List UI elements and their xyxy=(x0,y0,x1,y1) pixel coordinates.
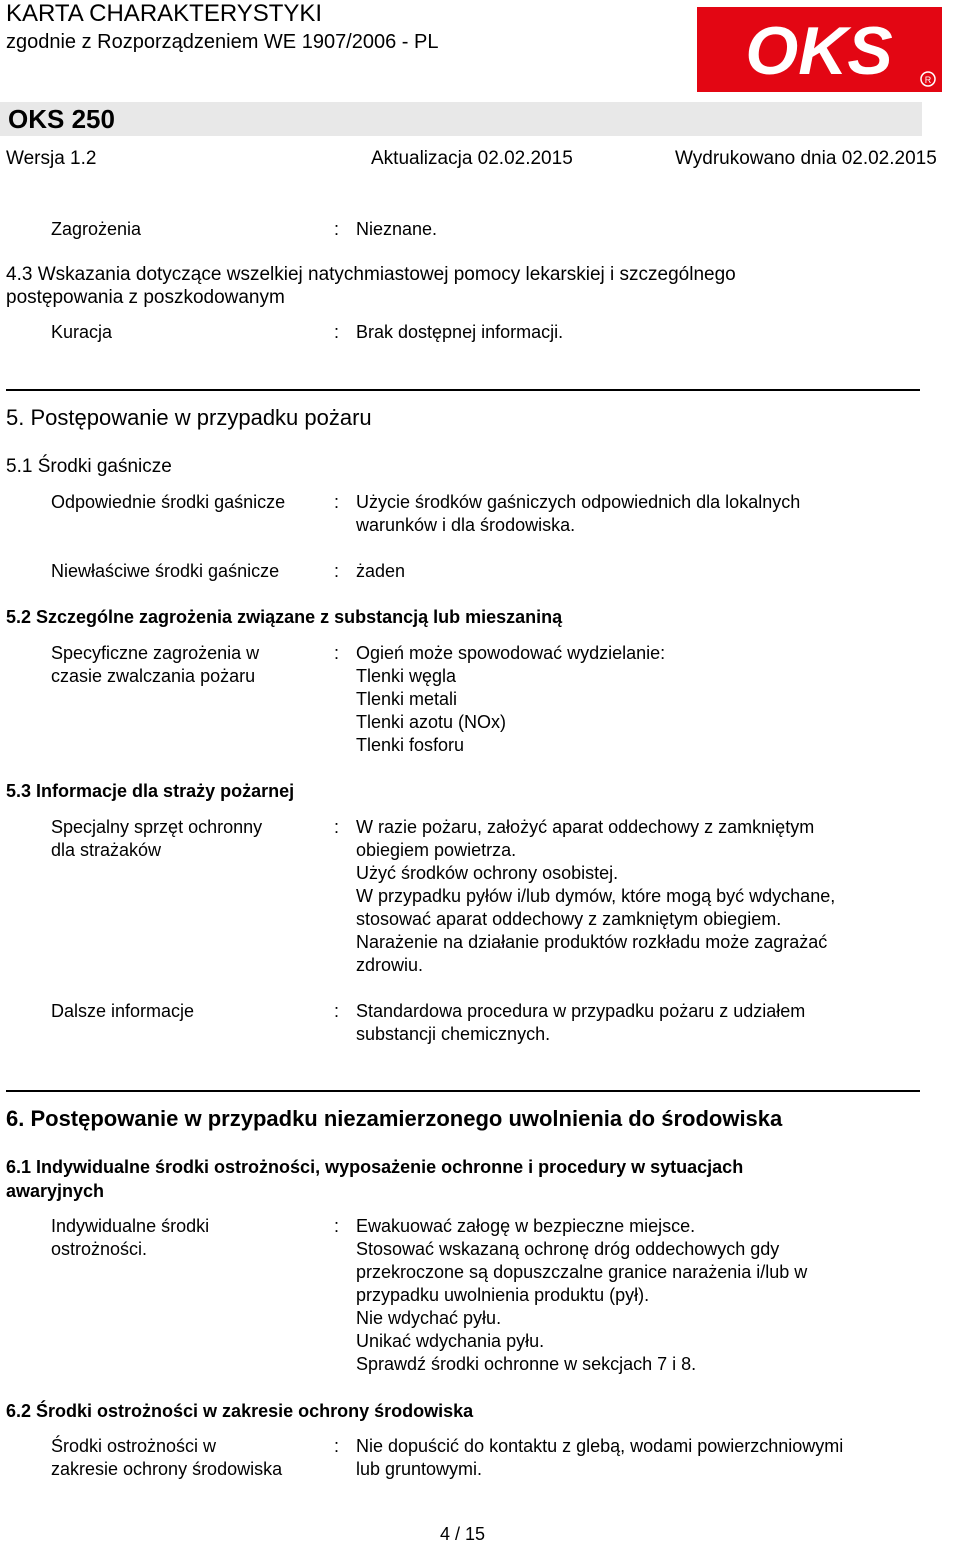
further-info-label: Dalsze informacje xyxy=(51,1001,195,1021)
unsuitable-media-value: żaden xyxy=(356,561,406,581)
logo-text: OKS xyxy=(745,13,893,89)
specific-hazards-value: Tlenki metali xyxy=(356,689,458,709)
subsection-heading-4-3: 4.3 Wskazania dotyczące wszelkiej natychmiastowej pomocy lekarskiej i szczególnego xyxy=(6,264,736,285)
page-number: 4 / 15 xyxy=(440,1524,486,1544)
suitable-media-value: Użycie środków gaśniczych odpowiednich dla lokalnych xyxy=(356,492,801,512)
specific-hazards-label: Specyficzne zagrożenia w xyxy=(51,643,260,663)
protective-equipment-label: dla strażaków xyxy=(51,840,162,860)
subsection-heading-4-3-cont: postępowania z poszkodowanym xyxy=(6,287,285,308)
colon: : xyxy=(334,817,340,837)
colon: : xyxy=(334,1436,340,1456)
env-precautions-label: Środki ostrożności w xyxy=(51,1436,217,1456)
colon: : xyxy=(334,1216,340,1236)
version-label: Wersja 1.2 xyxy=(6,148,97,169)
personal-precautions-value: Ewakuować załogę w bezpieczne miejsce. xyxy=(356,1216,696,1236)
specific-hazards-value: Ogień może spowodować wydzielanie: xyxy=(356,643,666,663)
section-divider xyxy=(6,389,920,391)
protective-equipment-value: obiegiem powietrza. xyxy=(356,840,517,860)
suitable-media-value: warunków i dla środowiska. xyxy=(356,515,576,535)
protective-equipment-label: Specjalny sprzęt ochronny xyxy=(51,817,263,837)
specific-hazards-label: czasie zwalczania pożaru xyxy=(51,666,256,686)
subsection-heading-6-1: 6.1 Indywidualne środki ostrożności, wyposażenie ochronne i procedury w sytuacjach xyxy=(6,1157,744,1177)
personal-precautions-value: Nie wdychać pyłu. xyxy=(356,1308,502,1328)
further-info-value: substancji chemicznych. xyxy=(356,1024,551,1044)
protective-equipment-value: stosować aparat oddechowy z zamkniętym obiegiem. xyxy=(356,909,782,929)
product-name: OKS 250 xyxy=(8,104,115,134)
svg-text:R: R xyxy=(924,75,932,85)
subsection-heading-5-3: 5.3 Informacje dla straży pożarnej xyxy=(6,781,295,801)
treatment-label: Kuracja xyxy=(51,322,113,342)
oks-logo xyxy=(697,7,942,92)
protective-equipment-value: W przypadku pyłów i/lub dymów, które mogą być wdychane, xyxy=(356,886,836,906)
env-precautions-label: zakresie ochrony środowiska xyxy=(51,1459,283,1479)
colon: : xyxy=(334,561,340,581)
updated-label: Aktualizacja 02.02.2015 xyxy=(371,148,573,169)
printed-label: Wydrukowano dnia 02.02.2015 xyxy=(675,148,937,169)
colon: : xyxy=(334,219,340,239)
personal-precautions-value: Sprawdź środki ochronne w sekcjach 7 i 8. xyxy=(356,1354,697,1374)
protective-equipment-value: W razie pożaru, założyć aparat oddechowy z zamkniętym xyxy=(356,817,815,837)
protective-equipment-value: Narażenie na działanie produktów rozkładu może zagrażać xyxy=(356,932,828,952)
specific-hazards-value: Tlenki azotu (NOx) xyxy=(356,712,507,732)
colon: : xyxy=(334,643,340,663)
colon: : xyxy=(334,492,340,512)
personal-precautions-label: Indywidualne środki xyxy=(51,1216,210,1236)
suitable-media-label: Odpowiednie środki gaśnicze xyxy=(51,492,286,512)
colon: : xyxy=(334,1001,340,1021)
product-bar xyxy=(0,102,922,136)
document-subtitle: zgodnie z Rozporządzeniem WE 1907/2006 - PL xyxy=(6,31,439,53)
personal-precautions-value: Stosować wskazaną ochronę dróg oddechowych gdy xyxy=(356,1239,780,1259)
hazards-value: Nieznane. xyxy=(356,219,438,239)
colon: : xyxy=(334,322,340,342)
env-precautions-value: Nie dopuścić do kontaktu z glebą, wodami powierzchniowymi xyxy=(356,1436,844,1456)
env-precautions-value: lub gruntowymi. xyxy=(356,1459,483,1479)
section-divider xyxy=(6,1090,920,1092)
section-title-6: 6. Postępowanie w przypadku niezamierzonego uwolnienia do środowiska xyxy=(6,1106,783,1131)
subsection-heading-5-2: 5.2 Szczególne zagrożenia związane z substancją lub mieszaniną xyxy=(6,607,563,627)
further-info-value: Standardowa procedura w przypadku pożaru z udziałem xyxy=(356,1001,806,1021)
personal-precautions-value: przekroczone są dopuszczalne granice narażenia i/lub w xyxy=(356,1262,808,1282)
protective-equipment-value: Użyć środków ochrony osobistej. xyxy=(356,863,619,883)
protective-equipment-value: zdrowiu. xyxy=(356,955,424,975)
treatment-value: Brak dostępnej informacji. xyxy=(356,322,564,342)
subsection-heading-6-2: 6.2 Środki ostrożności w zakresie ochrony środowiska xyxy=(6,1401,474,1421)
unsuitable-media-label: Niewłaściwe środki gaśnicze xyxy=(51,561,280,581)
personal-precautions-value: Unikać wdychania pyłu. xyxy=(356,1331,545,1351)
hazards-label: Zagrożenia xyxy=(51,219,142,239)
personal-precautions-value: przypadku uwolnienia produktu (pył). xyxy=(356,1285,650,1305)
subsection-heading-6-1-cont: awaryjnych xyxy=(6,1181,105,1201)
specific-hazards-value: Tlenki węgla xyxy=(356,666,457,686)
personal-precautions-label: ostrożności. xyxy=(51,1239,148,1259)
section-title-5: 5. Postępowanie w przypadku pożaru xyxy=(6,405,372,430)
document-title: KARTA CHARAKTERYSTYKI xyxy=(6,0,323,27)
specific-hazards-value: Tlenki fosforu xyxy=(356,735,465,755)
subsection-heading-5-1: 5.1 Środki gaśnicze xyxy=(6,456,172,477)
